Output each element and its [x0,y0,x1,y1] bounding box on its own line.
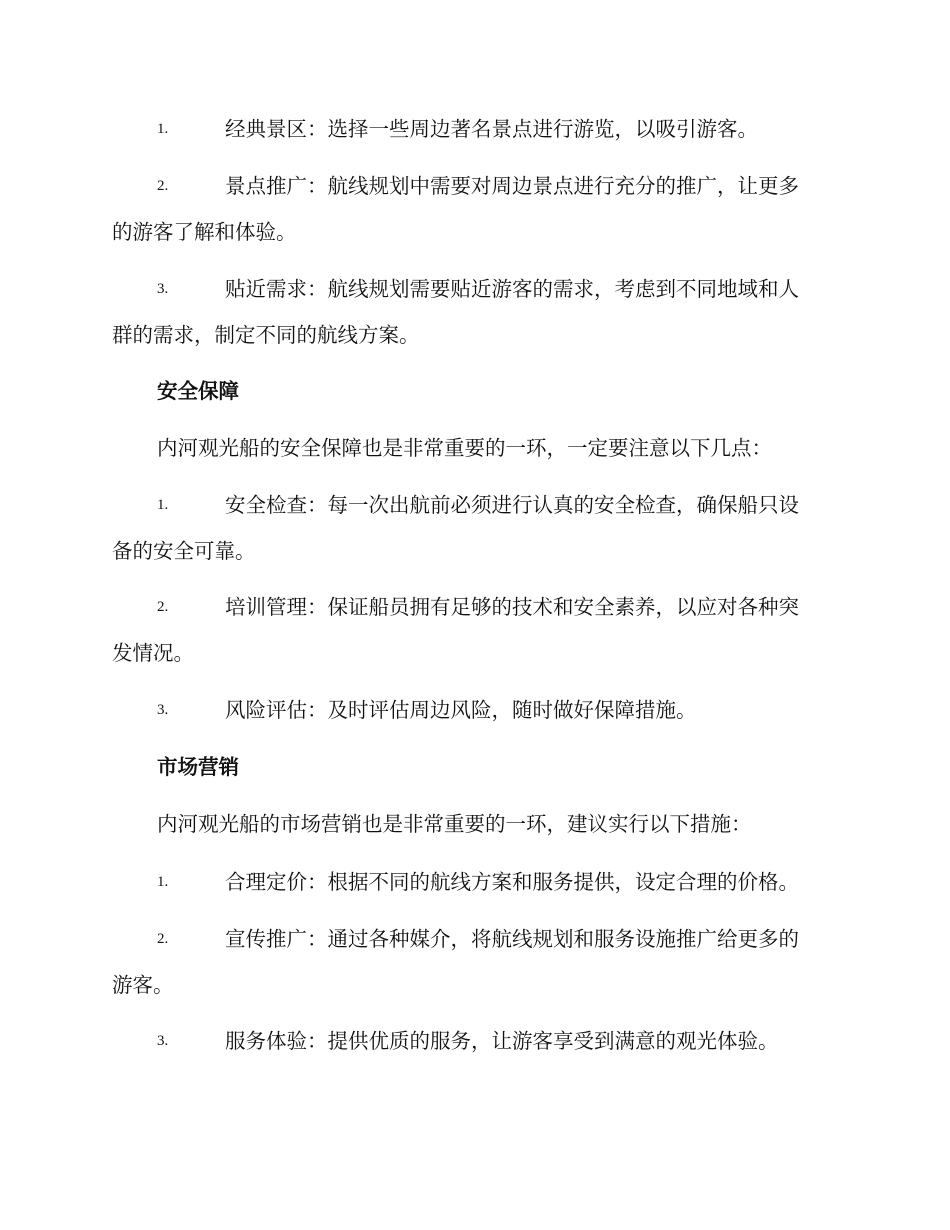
list-item-text-continued: 的游客了解和体验。 [112,220,297,244]
section-heading-text: 安全保障 [157,379,239,403]
list-item-text-continued: 备的安全可靠。 [112,539,256,563]
list-item-number: 2. [157,931,169,947]
list-item-text-continued: 发情况。 [112,641,194,665]
list-item-text-continued: 群的需求，制定不同的航线方案。 [112,323,420,347]
list-item-text: 宣传推广：通过各种媒介，将航线规划和服务设施推广给更多的 [225,927,799,951]
list-item-number: 2. [157,178,169,194]
section-heading-text: 市场营销 [157,755,239,779]
list-item-text: 培训管理：保证船员拥有足够的技术和安全素养，以应对各种突 [225,595,799,619]
list-item-text: 贴近需求：航线规划需要贴近游客的需求，考虑到不同地域和人 [225,277,799,301]
list-item-number: 3. [157,1033,169,1049]
list-item-number: 3. [157,281,169,297]
list-item-number: 1. [157,121,169,137]
list-item-number: 1. [157,874,169,890]
list-item-number: 3. [157,702,169,718]
list-item-text: 合理定价：根据不同的航线方案和服务提供，设定合理的价格。 [225,870,799,894]
list-item-number: 2. [157,599,169,615]
list-item-text: 安全检查：每一次出航前必须进行认真的安全检查，确保船只设 [225,493,799,517]
list-item-text: 景点推广：航线规划中需要对周边景点进行充分的推广，让更多 [225,174,799,198]
list-item-number: 1. [157,497,169,513]
list-item-text: 服务体验：提供优质的服务，让游客享受到满意的观光体验。 [225,1029,779,1053]
list-item-text-continued: 游客。 [112,973,174,997]
list-item-text: 经典景区：选择一些周边著名景点进行游览，以吸引游客。 [225,117,758,141]
paragraph-text: 内河观光船的市场营销也是非常重要的一环，建议实行以下措施： [157,812,752,836]
paragraph-text: 内河观光船的安全保障也是非常重要的一环，一定要注意以下几点： [157,436,772,460]
list-item-text: 风险评估：及时评估周边风险，随时做好保障措施。 [225,698,697,722]
